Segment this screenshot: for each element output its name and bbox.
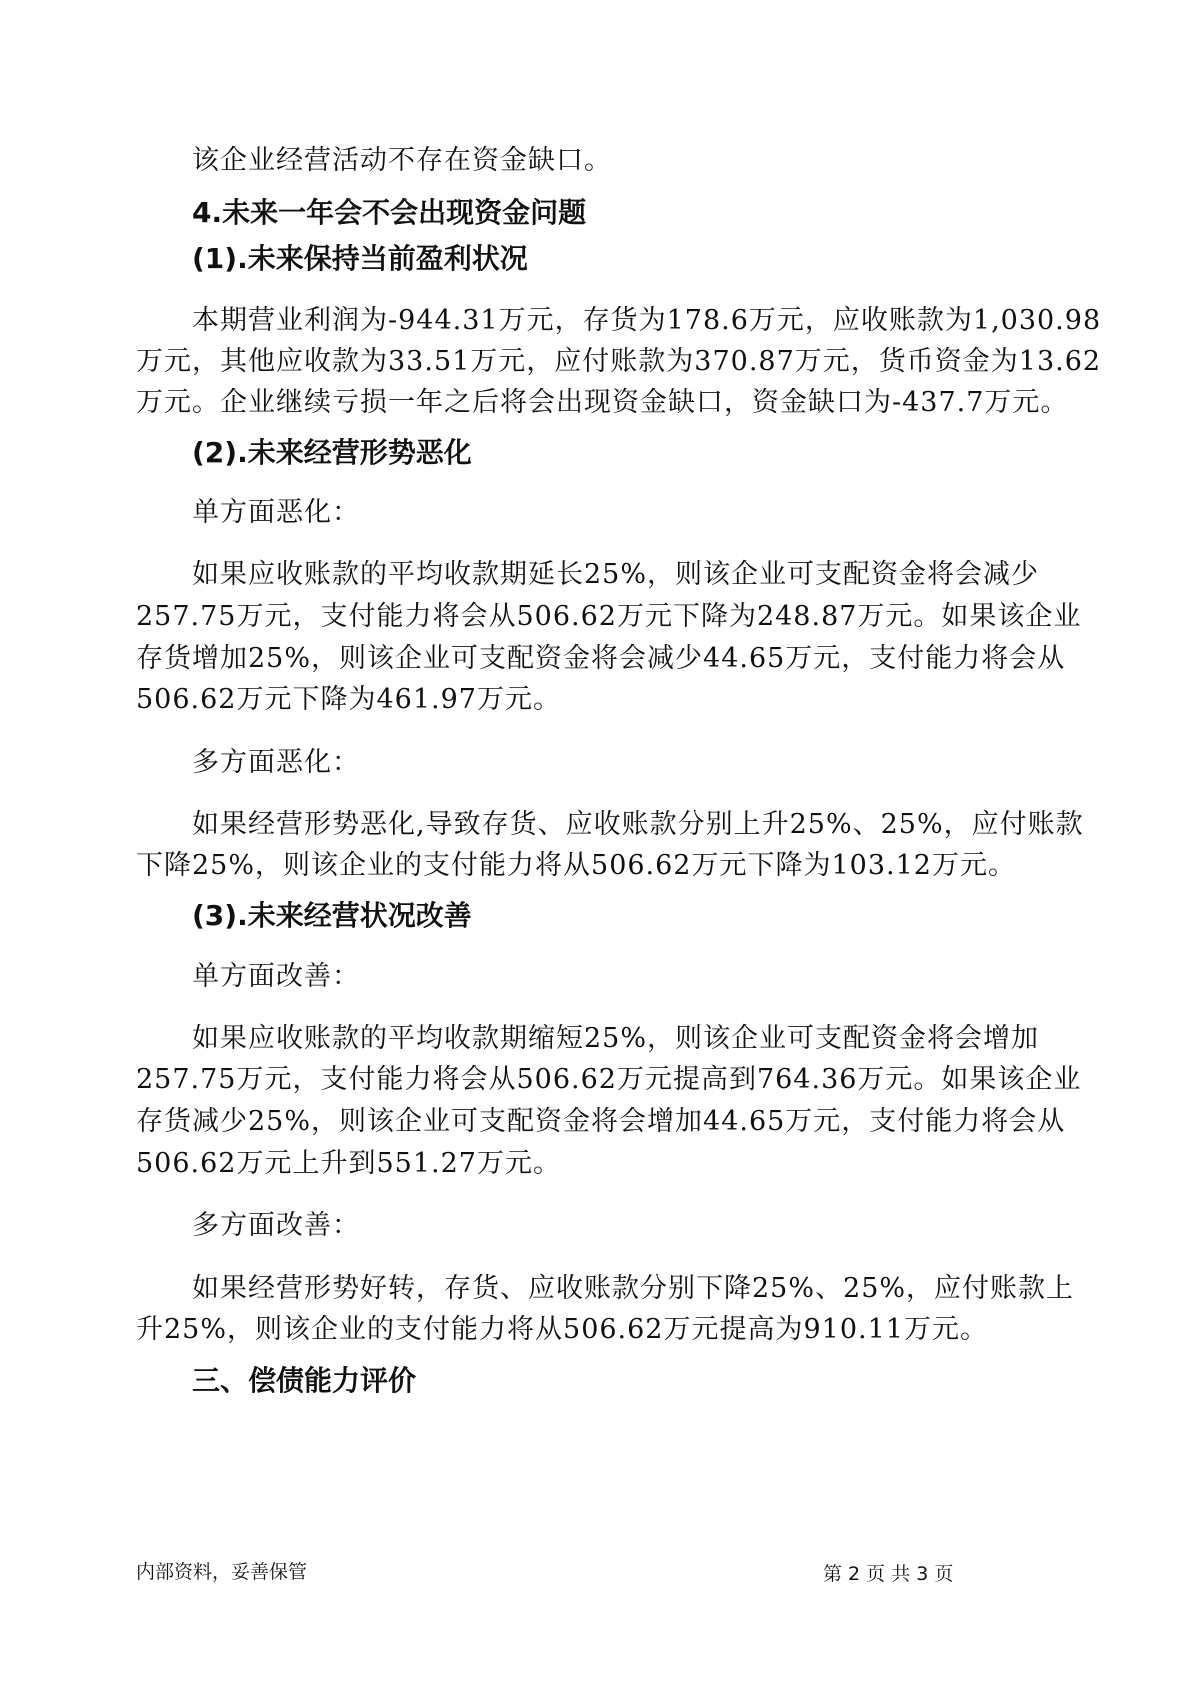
footer-confidential-note: 内部资料，妥善保管	[136, 1561, 308, 1583]
section4-heading: 4.未来一年会不会出现资金问题	[192, 196, 587, 229]
sub3-single-label: 单方面改善：	[192, 961, 360, 992]
sub1-heading: (1).未来保持当前盈利状况	[192, 242, 528, 275]
sub2-multi-line-1: 如果经营形势恶化,导致存货、应收账款分别上升25%、25%，应付账款	[192, 809, 1084, 840]
sub2-single-line-3: 存货增加25%，则该企业可支配资金将会减少44.65万元，支付能力将会从	[136, 643, 1066, 674]
sub2-single-line-4: 506.62万元下降为461.97万元。	[136, 684, 561, 715]
sub3-multi-line-2: 升25%，则该企业的支付能力将从506.62万元提高为910.11万元。	[136, 1314, 988, 1345]
sub3-single-line-2: 257.75万元，支付能力将会从506.62万元提高到764.36万元。如果该企业	[136, 1064, 1082, 1095]
sub3-multi-line-1: 如果经营形势好转，存货、应收账款分别下降25%、25%，应付账款上	[192, 1273, 1075, 1304]
sub2-single-label: 单方面恶化：	[192, 497, 360, 528]
sub3-single-line-1: 如果应收账款的平均收款期缩短25%，则该企业可支配资金将会增加	[192, 1023, 1040, 1054]
sub1-line-1: 本期营业利润为-944.31万元，存货为178.6万元，应收账款为1,030.98	[192, 305, 1102, 336]
sub3-single-line-4: 506.62万元上升到551.27万元。	[136, 1148, 561, 1179]
sub2-multi-line-2: 下降25%，则该企业的支付能力将从506.62万元下降为103.12万元。	[136, 850, 1016, 881]
sub3-heading: (3).未来经营状况改善	[192, 899, 472, 932]
intro-line: 该企业经营活动不存在资金缺口。	[192, 145, 612, 176]
sub2-multi-label: 多方面恶化：	[192, 747, 360, 778]
section3-heading: 三、偿债能力评价	[192, 1364, 417, 1397]
sub3-single-line-3: 存货减少25%，则该企业可支配资金将会增加44.65万元，支付能力将会从	[136, 1106, 1066, 1137]
sub2-single-line-2: 257.75万元，支付能力将会从506.62万元下降为248.87万元。如果该企业	[136, 601, 1082, 632]
sub2-heading: (2).未来经营形势恶化	[192, 436, 472, 469]
footer-page-number: 第 2 页 共 3 页	[823, 1563, 954, 1585]
sub2-single-line-1: 如果应收账款的平均收款期延长25%，则该企业可支配资金将会减少	[192, 559, 1040, 590]
sub1-line-2: 万元，其他应收款为33.51万元，应付账款为370.87万元，货币资金为13.62	[136, 346, 1102, 377]
sub1-line-3: 万元。企业继续亏损一年之后将会出现资金缺口，资金缺口为-437.7万元。	[136, 387, 1069, 418]
sub3-multi-label: 多方面改善：	[192, 1210, 360, 1241]
